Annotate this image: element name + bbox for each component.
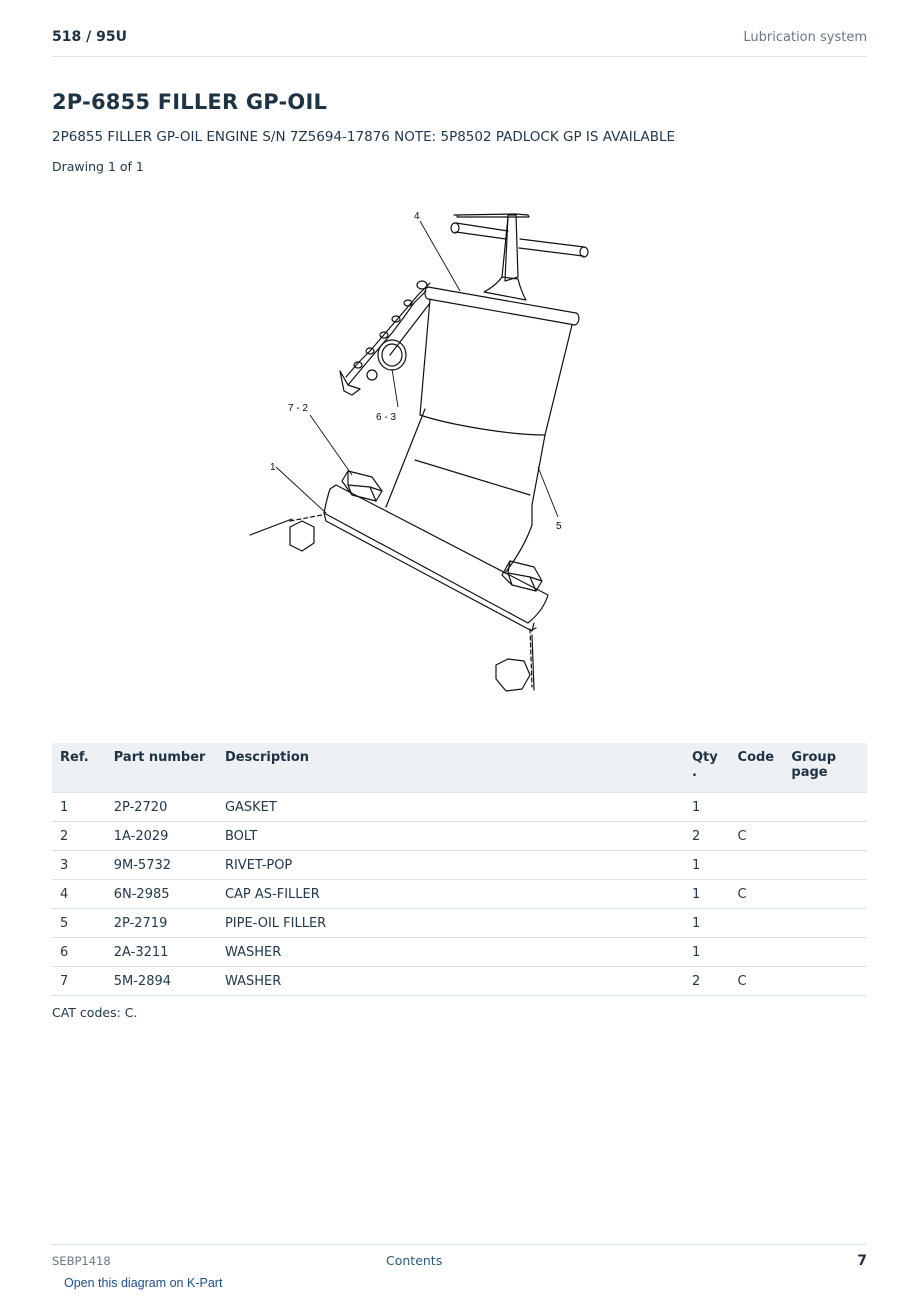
cell-group-page [785,938,867,967]
cell-group-page [785,880,867,909]
cell-description: BOLT [219,822,686,851]
cell-qty: 2 [686,822,732,851]
page-footer [52,1244,867,1275]
cell-code: C [732,880,786,909]
cell-description: GASKET [219,793,686,822]
col-part-number: Part number [108,743,219,793]
cell-description: RIVET-POP [219,851,686,880]
cell-ref: 1 [52,793,108,822]
cell-qty: 1 [686,851,732,880]
col-code: Code [732,743,786,793]
table-header-row [52,743,867,793]
model-breadcrumb: 518 / 95U [52,29,127,45]
table-row [52,880,867,909]
callout-6-3: 6 - 3 [376,412,397,423]
filler-cap [420,287,579,435]
cat-codes-note: CAT codes: C. [52,1005,138,1020]
cell-qty: 1 [686,909,732,938]
callout-1: 1 [270,462,276,473]
cell-part-number: 9M-5732 [108,851,219,880]
cell-part-number: 1A-2029 [108,822,219,851]
col-group-page: Group page [785,743,867,793]
cell-ref: 7 [52,967,108,996]
section-name: Lubrication system [743,30,867,45]
cell-group-page [785,822,867,851]
col-ref: Ref. [52,743,108,793]
cell-ref: 6 [52,938,108,967]
cell-description: WASHER [219,967,686,996]
open-kpart-link[interactable]: Open this diagram on K-Part [64,1276,223,1290]
drawing-count: Drawing 1 of 1 [52,159,144,174]
parts-table [52,743,867,996]
cell-part-number: 5M-2894 [108,967,219,996]
mounting-flange [324,485,548,631]
cell-group-page [785,909,867,938]
table-row [52,793,867,822]
col-qty: Qty . [686,743,732,793]
cell-code: C [732,967,786,996]
cell-ref: 5 [52,909,108,938]
page-title: 2P-6855 FILLER GP-OIL [52,90,328,114]
document-id: SEBP1418 [52,1254,111,1268]
cell-qty: 1 [686,938,732,967]
cell-code [732,851,786,880]
cell-description: CAP AS-FILLER [219,880,686,909]
cell-code [732,938,786,967]
callout-4: 4 [414,211,420,222]
cell-ref: 3 [52,851,108,880]
cell-description: WASHER [219,938,686,967]
table-row [52,938,867,967]
cell-qty: 2 [686,967,732,996]
cell-group-page [785,793,867,822]
cell-group-page [785,851,867,880]
cell-code [732,909,786,938]
page-header [52,28,867,57]
cell-qty: 1 [686,880,732,909]
table-row [52,967,867,996]
table-row [52,851,867,880]
cell-part-number: 2A-3211 [108,938,219,967]
page-number: 7 [857,1253,867,1269]
filler-cap-handle [451,214,588,300]
washer-rivet [367,340,406,380]
cell-description: PIPE-OIL FILLER [219,909,686,938]
cell-qty: 1 [686,793,732,822]
cell-code: C [732,822,786,851]
cell-ref: 4 [52,880,108,909]
parts-diagram [240,195,710,705]
cell-code [732,793,786,822]
contents-link[interactable]: Contents [386,1253,443,1268]
hex-nut-bottom [496,659,530,691]
cell-part-number: 2P-2719 [108,909,219,938]
bolt-lower [502,561,542,591]
cell-group-page [785,967,867,996]
part-subtitle: 2P6855 FILLER GP-OIL ENGINE S/N 7Z5694-17876 NOTE: 5P8502 PADLOCK GP IS AVAILABLE [52,129,676,145]
hex-nut-left [290,521,314,551]
callout-7-2: 7 - 2 [288,403,309,414]
padlock-chain [340,281,430,395]
cell-part-number: 2P-2720 [108,793,219,822]
table-row [52,822,867,851]
cell-part-number: 6N-2985 [108,880,219,909]
table-row [52,909,867,938]
bolt-upper [342,471,382,501]
col-description: Description [219,743,686,793]
cell-ref: 2 [52,822,108,851]
callout-5: 5 [556,521,562,532]
